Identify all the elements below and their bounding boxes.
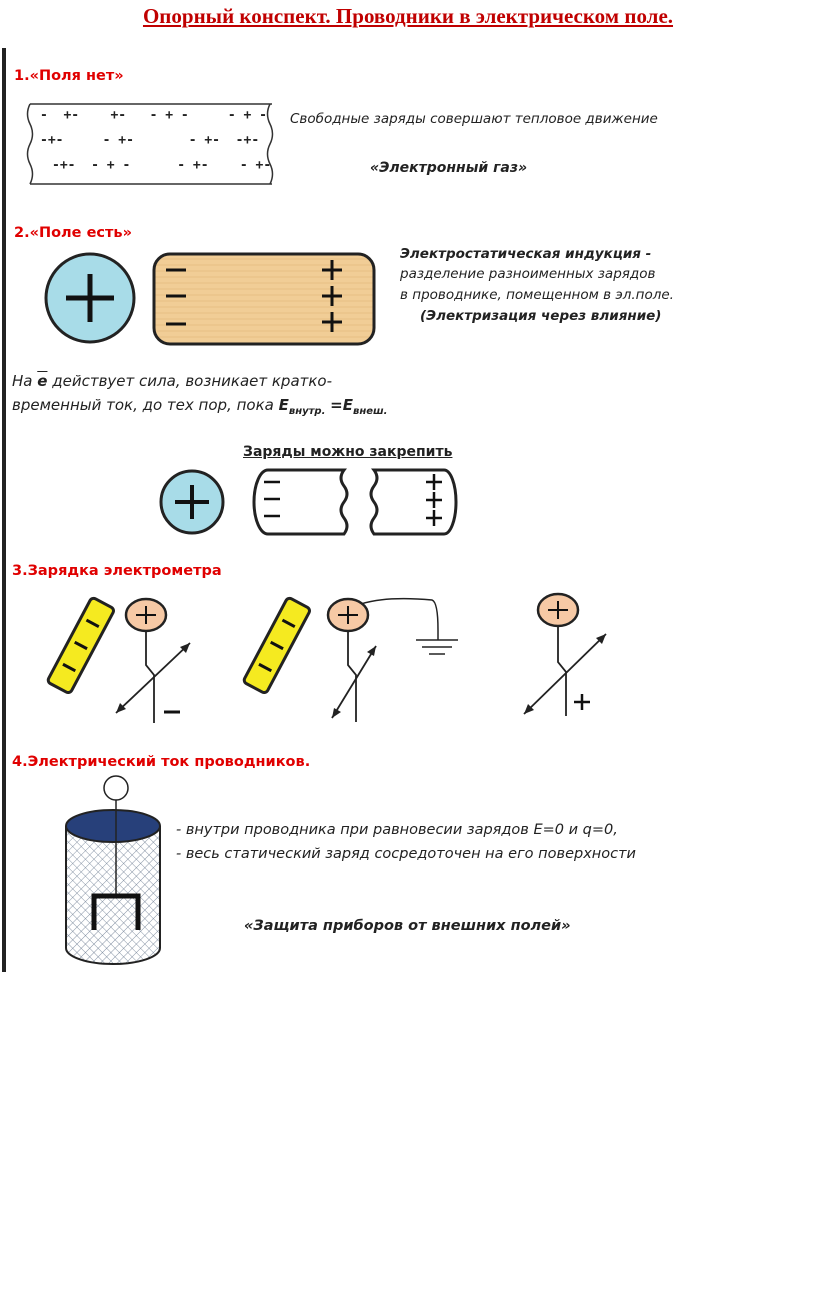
e-outer-subscript: внеш. (352, 406, 388, 417)
electrometer-1 (40, 595, 200, 725)
induction-diagram (40, 250, 380, 350)
electrometer-3 (518, 590, 628, 720)
charge-row-2: -+- - +- - +- -+- (40, 133, 260, 148)
charge-row-1: - +- +- - + - - + - (40, 108, 267, 123)
induction-line-2: разделение разноименных зарядов (400, 266, 656, 282)
electrometer-needle-2 (332, 646, 376, 718)
section1-caption: «Электронный газ» (370, 160, 528, 176)
electrometer-needle-1 (116, 643, 190, 713)
force-line-1-end: действует сила, возникает кратко- (52, 372, 333, 390)
fix-charges-heading: Заряды можно закрепить (243, 444, 453, 460)
e-outer-symbol: E (342, 396, 353, 414)
charge-row-3: -+- - + - - +- - +- (52, 158, 272, 173)
ground-wire (361, 599, 438, 640)
e-inner-subscript: внутр. (288, 406, 326, 417)
force-line-2-text: временный ток, до тех пор, пока (12, 396, 274, 414)
e-inner-symbol: E (278, 396, 289, 414)
section2-heading: 2.«Поле есть» (14, 225, 132, 241)
electron-symbol: $\overline{e}$ (37, 372, 48, 390)
force-line-1 (12, 372, 332, 390)
electroscope-ball (104, 776, 128, 800)
right-conductor-half (371, 470, 456, 534)
section4-heading: 4.Электрический ток проводников. (12, 754, 311, 770)
section1-heading: 1.«Поля нет» (14, 68, 124, 84)
induction-line-4: (Электризация через влияние) (420, 308, 662, 324)
conductor-plate (154, 254, 374, 344)
section3-heading: 3.Зарядка электрометра (12, 563, 222, 579)
left-margin-bar (2, 48, 6, 972)
induction-line-3: в проводнике, помещенном в эл.поле. (400, 287, 674, 303)
document-title: Опорный конспект. Проводники в электрическом поле. (142, 4, 674, 28)
faraday-cage-diagram (60, 774, 166, 966)
cylinder-top (66, 810, 160, 842)
split-conductor-diagram (158, 462, 464, 542)
section4-line-1: - внутри проводника при равновесии зарядов E=0 и q=0, (176, 822, 618, 838)
section1-description: Свободные заряды совершают тепловое движение (290, 111, 658, 127)
force-line-1-start: На (12, 372, 33, 390)
induction-line-1: Электростатическая индукция - (400, 246, 652, 262)
force-line-2 (12, 396, 387, 417)
electrometer-needle-3 (524, 634, 606, 714)
section4-line-2: - весь статический заряд сосредоточен на его поверхности (176, 846, 636, 862)
electrometer-2 (236, 590, 466, 725)
equals-sign: = (330, 396, 343, 414)
section4-caption: «Защита приборов от внешних полей» (244, 918, 571, 934)
left-conductor-half (254, 470, 347, 534)
